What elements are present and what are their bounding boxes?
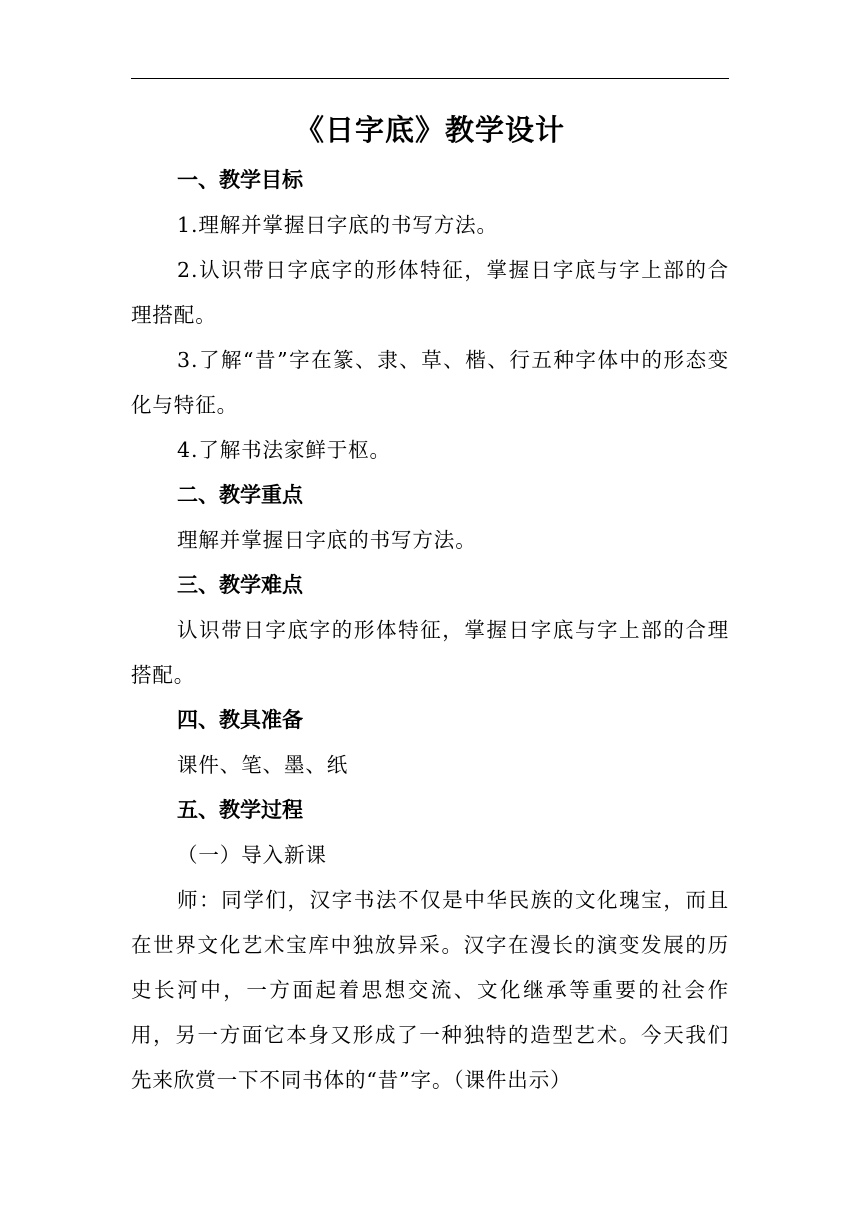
objective-item-3: 3.了解“昔”字在篆、隶、草、楷、行五种字体中的形态变化与特征。 (131, 348, 729, 417)
objective-item-1: 1.理解并掌握日字底的书写方法。 (177, 213, 498, 237)
document-title: 《日字底》教学设计 (294, 113, 565, 147)
objective-item-4: 4.了解书法家鲜于枢。 (177, 438, 391, 462)
section-heading-materials: 四、教具准备 (177, 708, 303, 732)
section-heading-difficulties: 三、教学难点 (177, 573, 303, 597)
difficulties-text: 认识带日字底字的形体特征，掌握日字底与字上部的合理搭配。 (131, 618, 729, 687)
objective-item-2: 2.认识带日字底字的形体特征，掌握日字底与字上部的合理搭配。 (131, 258, 729, 327)
section-heading-objectives: 一、教学目标 (177, 168, 303, 192)
document-body (131, 108, 729, 1103)
process-text: 师：同学们，汉字书法不仅是中华民族的文化瑰宝，而且在世界文化艺术宝库中独放异采。汉字在漫长的演变发展的历史长河中，一方面起着思想交流、文化继承等重要的社会作用，另一方面它本身又形成了一种独特的造型艺术。今天我们先来欣赏一下不同书体的“昔”字。（课件出示） (131, 888, 729, 1092)
process-subheading: （一）导入新课 (177, 843, 327, 867)
section-heading-process: 五、教学过程 (177, 798, 303, 822)
key-points-text: 理解并掌握日字底的书写方法。 (177, 528, 477, 552)
materials-text: 课件、笔、墨、纸 (177, 753, 349, 777)
header-rule (131, 78, 729, 79)
section-heading-key-points: 二、教学重点 (177, 483, 303, 507)
